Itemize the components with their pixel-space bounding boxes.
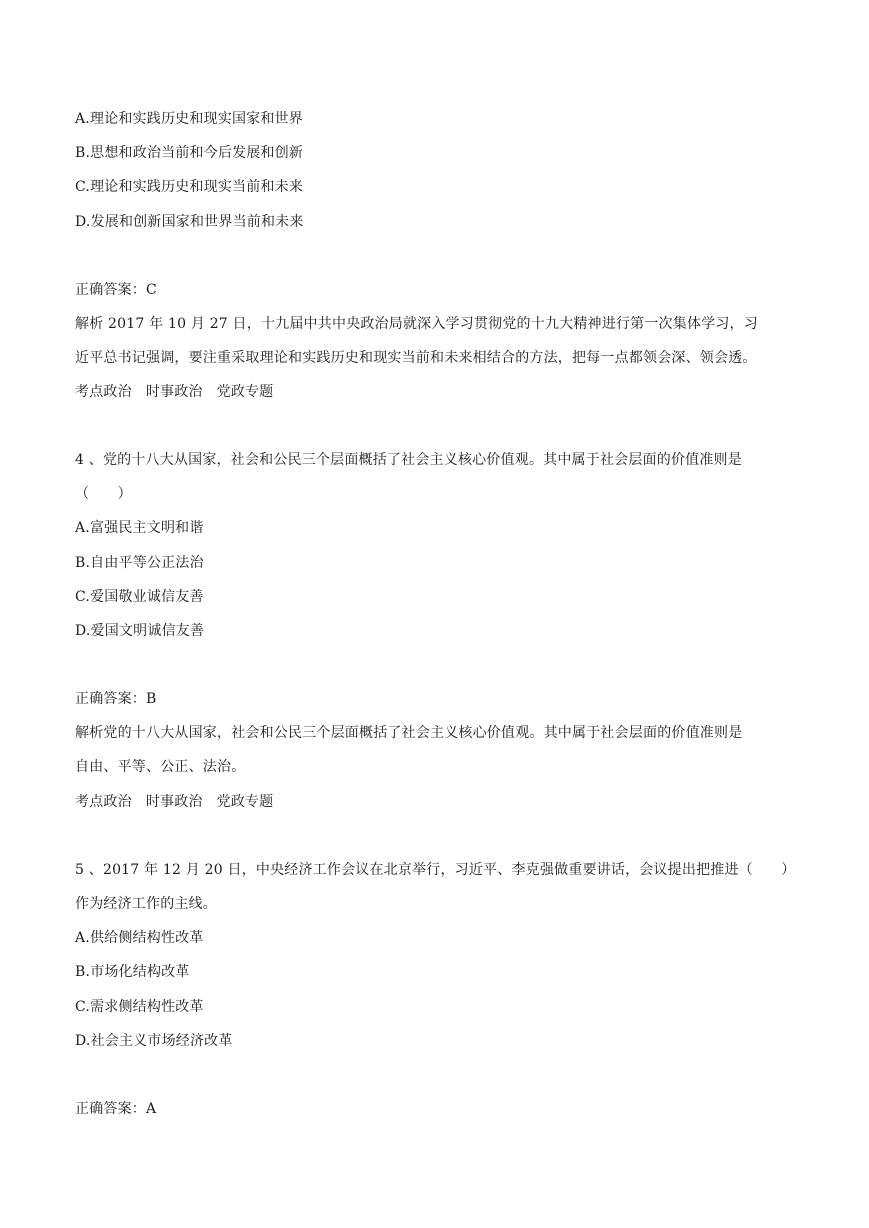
q5-option-a: A.供给侧结构性改革 [75,930,204,946]
q4-analysis-line-2: 自由、平等、公正、法治。 [75,759,246,775]
q3-option-a: A.理论和实践历史和现实国家和世界 [75,111,303,127]
q5-answer: 正确答案：A [75,1101,157,1117]
q3-analysis-line-1: 解析 2017 年 10 月 27 日，十九届中共中央政治局就深入学习贯彻党的十九大精神进行第一次集体学习，习 [75,316,758,332]
q4-option-b: B.自由平等公正法治 [75,555,204,571]
q4-question-line-2: （ ） [75,486,132,502]
q4-question-line-1: 4 、党的十八大从国家，社会和公民三个层面概括了社会主义核心价值观。其中属于社会层面的价值准则是 [75,452,742,468]
q3-tag-3: 党政专题 [216,384,274,400]
q3-tags [75,382,273,402]
q3-option-b: B.思想和政治当前和今后发展和创新 [75,145,304,161]
q4-tags [75,792,273,812]
q5-question-line-1: 5 、2017 年 12 月 20 日，中央经济工作会议在北京举行，习近平、李克强做重要讲话，会议提出把推进（ ） [75,862,796,878]
q3-analysis-line-2: 近平总书记强调，要注重采取理论和实践历史和现实当前和未来相结合的方法，把每一点都领会深、领会透。 [75,350,757,366]
q5-option-c: C.需求侧结构性改革 [75,999,204,1015]
q5-question-line-2: 作为经济工作的主线。 [75,896,217,912]
q3-answer: 正确答案：C [75,282,157,298]
q4-tag-1: 考点政治 [75,794,132,810]
q5-option-d: D.社会主义市场经济改革 [75,1033,233,1049]
q3-option-c: C.理论和实践历史和现实当前和未来 [75,179,304,195]
q4-option-a: A.富强民主文明和谐 [75,520,204,536]
q3-tag-1: 考点政治 [75,384,132,400]
q4-tag-3: 党政专题 [216,794,274,810]
q5-option-b: B.市场化结构改革 [75,964,190,980]
q4-answer: 正确答案：B [75,691,157,707]
q4-option-d: D.爱国文明诚信友善 [75,623,205,639]
q4-analysis-line-1: 解析党的十八大从国家，社会和公民三个层面概括了社会主义核心价值观。其中属于社会层面的价值准则是 [75,725,743,741]
q3-option-d: D.发展和创新国家和世界当前和未来 [75,214,304,230]
q4-tag-2: 时事政治 [145,794,203,810]
q4-option-c: C.爱国敬业诚信友善 [75,589,204,605]
q3-tag-2: 时事政治 [145,384,203,400]
